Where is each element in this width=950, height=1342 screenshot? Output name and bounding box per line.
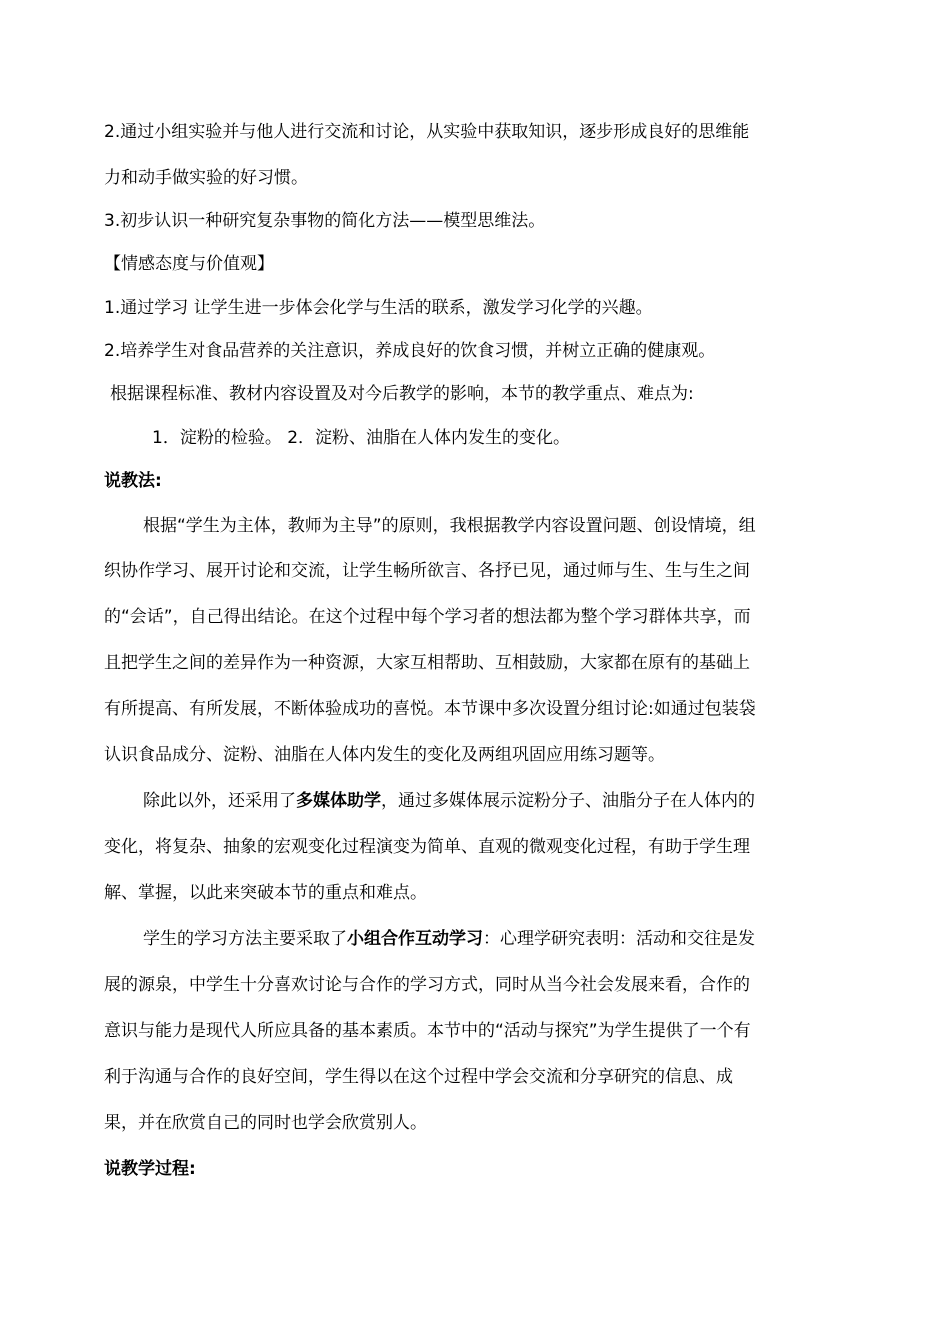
learning-text-before: 学生的学习方法主要采取了	[143, 929, 347, 949]
learning-method-line: 展的源泉，中学生十分喜欢讨论与合作的学习方式，同时从当今社会发展来看，合作的	[104, 975, 750, 995]
teaching-method-p1-line: 的“会话”，自己得出结论。在这个过程中每个学习者的想法都为整个学习群体共享，而	[104, 607, 751, 627]
learning-method-line-1	[143, 927, 755, 951]
multimedia-emphasis: 多媒体助学	[296, 791, 381, 811]
teaching-method-p1-line: 有所提高、有所发展，不断体验成功的喜悦。本节课中多次设置分组讨论:如通过包装袋	[104, 699, 756, 719]
affective-heading: 【情感态度与价值观】	[104, 254, 274, 274]
affective-item-1: 1.通过学习 让学生进一步体会化学与生活的联系，激发学习化学的兴趣。	[104, 298, 653, 318]
learning-method-line: 果，并在欣赏自己的同时也学会欣赏别人。	[104, 1113, 427, 1133]
objective-2-line-2: 力和动手做实验的好习惯。	[104, 168, 308, 188]
teaching-method-p1-line: 根据“学生为主体，教师为主导”的原则，我根据教学内容设置问题、创设情境，组	[143, 516, 756, 536]
learning-method-line: 利于沟通与合作的良好空间，学生得以在这个过程中学会交流和分享研究的信息、成	[104, 1067, 733, 1087]
teaching-method-heading: 说教法:	[104, 471, 162, 491]
teaching-method-p1-line: 认识食品成分、淀粉、油脂在人体内发生的变化及两组巩固应用练习题等。	[104, 745, 665, 765]
objective-2-line-1: 2.通过小组实验并与他人进行交流和讨论，从实验中获取知识，逐步形成良好的思维能	[104, 122, 750, 142]
teaching-method-p2-line-2: 变化，将复杂、抽象的宏观变化过程演变为简单、直观的微观变化过程，有助于学生理	[104, 837, 750, 857]
teaching-method-p1-line: 织协作学习、展开讨论和交流，让学生畅所欲言、各抒已见，通过师与生、生与生之间	[104, 561, 750, 581]
objective-3: 3.初步认识一种研究复杂事物的简化方法——模型思维法。	[104, 211, 546, 231]
p2-text-after: ，通过多媒体展示淀粉分子、油脂分子在人体内的	[381, 791, 755, 811]
teaching-method-p2-line-1	[143, 789, 755, 813]
learning-method-line: 意识与能力是现代人所应具备的基本素质。本节中的“活动与探究”为学生提供了一个有	[104, 1021, 751, 1041]
learning-text-after: ：心理学研究表明：活动和交往是发	[483, 929, 755, 949]
teaching-process-heading: 说教学过程:	[104, 1159, 196, 1179]
affective-item-2: 2.培养学生对食品营养的关注意识，养成良好的饮食习惯，并树立正确的健康观。	[104, 341, 716, 361]
p2-text-before: 除此以外，还采用了	[143, 791, 296, 811]
teaching-method-p1-line: 且把学生之间的差异作为一种资源，大家互相帮助、互相鼓励，大家都在原有的基础上	[104, 653, 750, 673]
key-points-intro: 根据课程标准、教材内容设置及对今后教学的影响，本节的教学重点、难点为:	[110, 384, 694, 404]
key-points-items: 1．淀粉的检验。 2．淀粉、油脂在人体内发生的变化。	[152, 428, 571, 448]
group-learning-emphasis: 小组合作互动学习	[347, 929, 483, 949]
teaching-method-p2-line-3: 解、掌握，以此来突破本节的重点和难点。	[104, 883, 427, 903]
